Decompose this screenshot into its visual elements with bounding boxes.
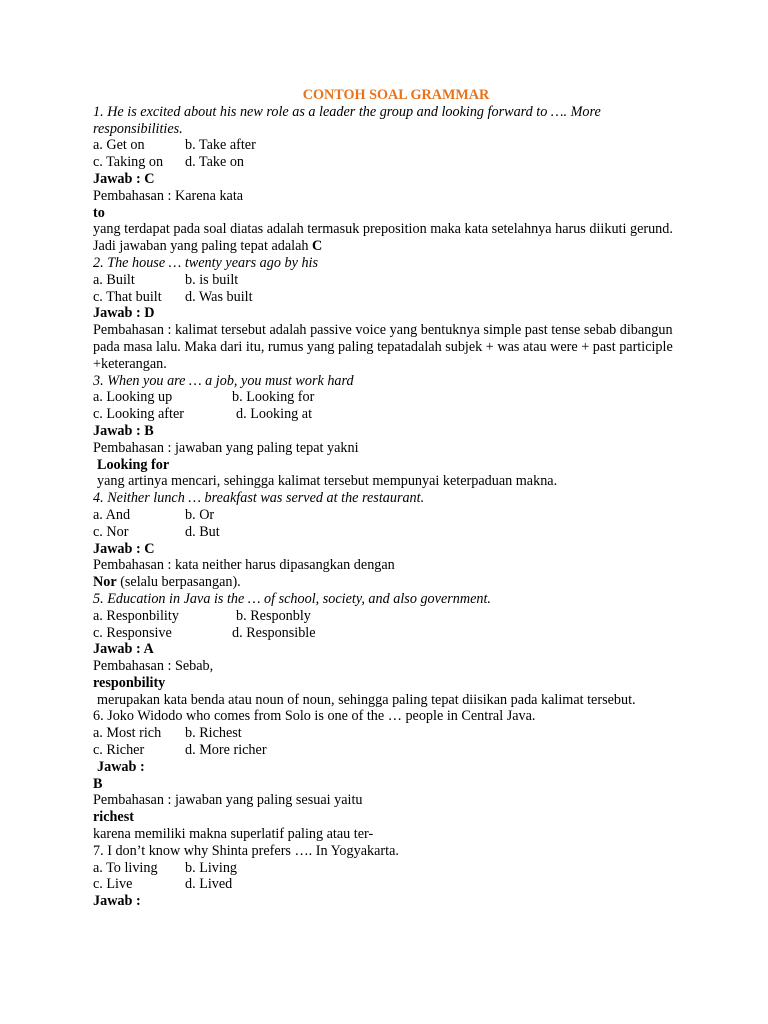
document-title: CONTOH SOAL GRAMMAR (302, 87, 490, 103)
question-1: 1. He is excited about his new role as a leader the group and looking forward to …. More responsibilities. (93, 103, 601, 137)
option-d: d. More richer (185, 742, 267, 759)
options-row-1 (93, 137, 693, 154)
question-4: 4. Neither lunch … breakfast was served at the restaurant. (93, 490, 425, 507)
question-2: 2. The house … twenty years ago by his (93, 254, 319, 271)
question-7: 7. I don’t know why Shinta prefers …. In Yogyakarta. (93, 842, 399, 859)
explanation-6-keyword: richest (93, 809, 134, 826)
option-a: a. And (93, 506, 131, 523)
option-a: a. Built (93, 271, 135, 288)
explanation-1-body: yang terdapat pada soal diatas adalah termasuk preposition maka kata setelahnya harus diikuti gerund. Jadi jawaban yang paling tepat adalah (93, 221, 673, 255)
options-row-2 (93, 406, 693, 423)
explanation-3-keyword: Looking for (97, 456, 170, 473)
option-b: b. Living (185, 859, 238, 876)
answer-1: Jawab : C (93, 170, 155, 187)
option-a: a. Looking up (93, 389, 173, 406)
explanation-4-body: (selalu berpasangan). (120, 574, 241, 591)
options-row-2 (93, 742, 693, 759)
option-c: c. Looking after (93, 406, 184, 423)
explanation-3-intro: Pembahasan : jawaban yang paling tepat yakni (93, 439, 359, 456)
options-row-2 (93, 524, 693, 541)
document-content (93, 87, 693, 910)
options-row-2 (93, 876, 693, 893)
explanation-1-intro: Pembahasan : Karena kata (93, 187, 244, 204)
options-row-2 (93, 289, 693, 306)
explanation-4-intro: Pembahasan : kata neither harus dipasangkan dengan (93, 557, 395, 574)
answer-6: Jawab : (97, 758, 145, 775)
answer-7: Jawab : (93, 893, 141, 910)
answer-5: Jawab : A (93, 641, 154, 658)
answer-3: Jawab : B (93, 422, 154, 439)
option-c: c. Taking on (93, 154, 164, 171)
explanation-1-text (93, 221, 693, 255)
option-b: b. Or (185, 506, 215, 523)
option-d: d. Looking at (236, 406, 313, 423)
options-row-2 (93, 625, 693, 642)
explanation-4-keyword: Nor (93, 574, 117, 591)
option-b: b. Responbly (236, 607, 311, 624)
options-row-2 (93, 154, 693, 171)
explanation-1-keyword: to (93, 204, 105, 221)
explanation-5-text: merupakan kata benda atau noun of noun, sehingga paling tepat diisikan pada kalimat tersebut. (97, 691, 636, 708)
options-row-1 (93, 272, 693, 289)
explanation-5-intro: Pembahasan : Sebab, (93, 658, 214, 675)
answer-6-letter: B (93, 775, 103, 792)
option-d: d. But (185, 523, 220, 540)
options-row-1 (93, 725, 693, 742)
option-b: b. Take after (185, 137, 256, 154)
options-row-1 (93, 507, 693, 524)
explanation-6-intro: Pembahasan : jawaban yang paling sesuai yaitu (93, 792, 363, 809)
option-b: b. is built (185, 271, 239, 288)
explanation-3-text: yang artinya mencari, sehingga kalimat tersebut mempunyai keterpaduan makna. (97, 473, 558, 490)
option-a: a. Responbility (93, 607, 179, 624)
explanation-4-text (93, 574, 693, 591)
question-6: 6. Joko Widodo who comes from Solo is one of the … people in Central Java. (93, 708, 536, 725)
option-c: c. That built (93, 288, 162, 305)
options-row-1 (93, 389, 693, 406)
option-d: d. Take on (185, 154, 245, 171)
option-c: c. Responsive (93, 624, 172, 641)
option-c: c. Nor (93, 523, 129, 540)
option-d: d. Responsible (232, 624, 316, 641)
option-b: b. Looking for (232, 389, 315, 406)
option-d: d. Was built (185, 288, 253, 305)
option-d: d. Lived (185, 876, 233, 893)
option-c: c. Richer (93, 742, 145, 759)
explanation-6-text: karena memiliki makna superlatif paling atau ter- (93, 826, 374, 843)
question-5: 5. Education in Java is the … of school, society, and also government. (93, 590, 491, 607)
option-a: a. Get on (93, 137, 145, 154)
question-3: 3. When you are … a job, you must work hard (93, 372, 354, 389)
explanation-1-answer: C (312, 238, 323, 255)
options-row-1 (93, 608, 693, 625)
option-c: c. Live (93, 876, 133, 893)
option-a: a. To living (93, 859, 158, 876)
explanation-2: Pembahasan : kalimat tersebut adalah passive voice yang bentuknya simple past tense sebab dibangun pada masa lalu. Maka dari itu, rumus yang paling tepatadalah subjek + was atau were + past participle +keterangan. (93, 322, 673, 372)
answer-4: Jawab : C (93, 540, 155, 557)
option-b: b. Richest (185, 725, 242, 742)
options-row-1 (93, 860, 693, 877)
answer-2: Jawab : D (93, 305, 155, 322)
option-a: a. Most rich (93, 725, 162, 742)
explanation-5-keyword: responbility (93, 674, 166, 691)
